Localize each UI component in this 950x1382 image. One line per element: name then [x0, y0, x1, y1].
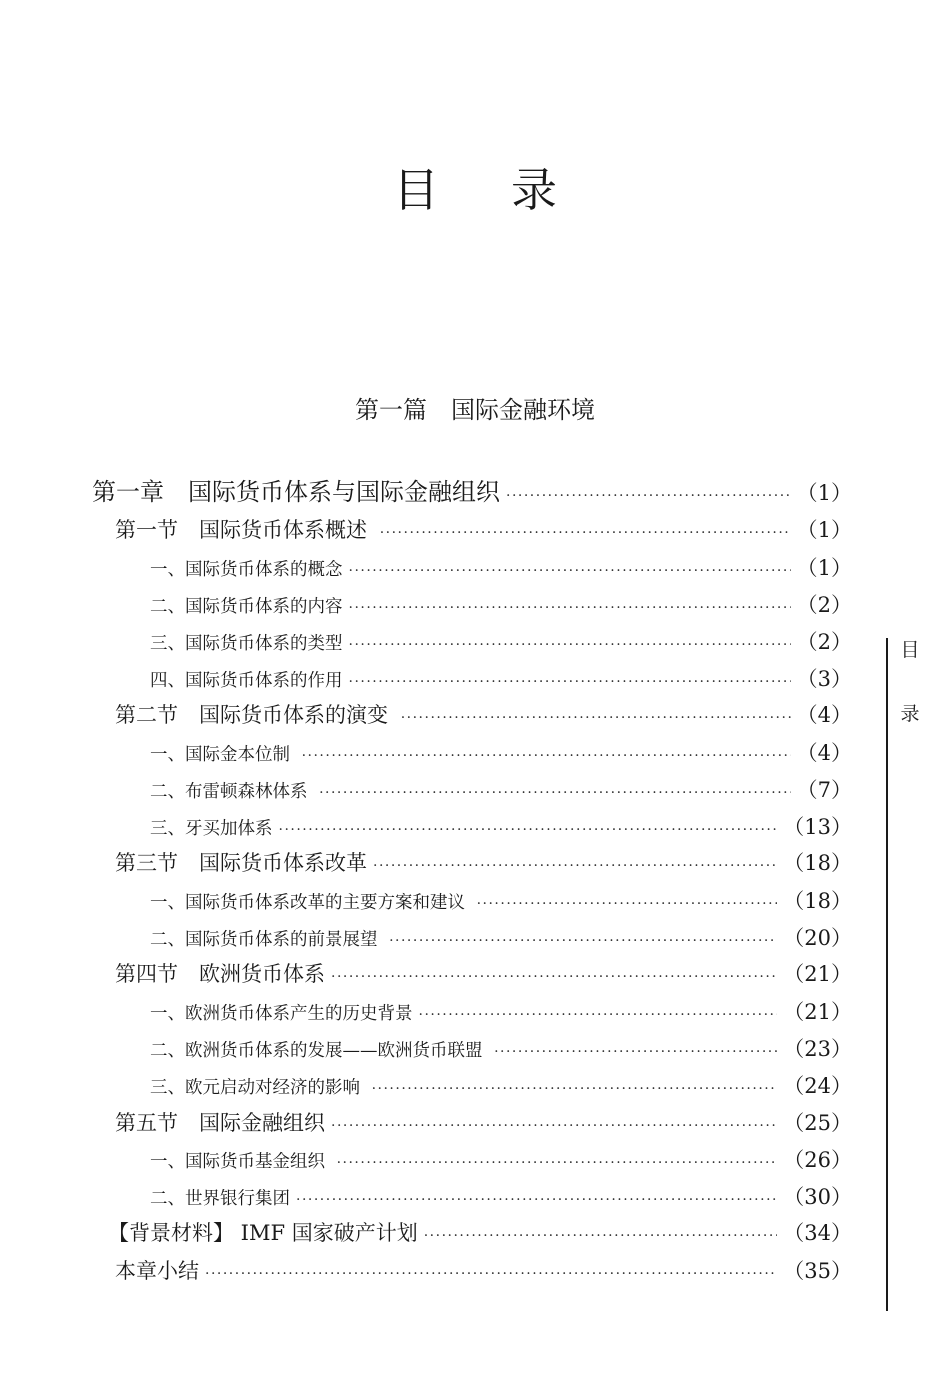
- side-tab-char: 录: [900, 703, 920, 725]
- toc-entry-item[interactable]: [150, 553, 852, 586]
- toc-entry-page: （26）: [783, 1148, 852, 1172]
- dot-leader: [380, 517, 791, 549]
- toc-entry-item[interactable]: [150, 923, 852, 956]
- toc-entry-label: 第二节 国际货币体系的演变: [115, 703, 395, 727]
- dot-leader: [279, 815, 778, 845]
- dot-leader: [349, 667, 791, 697]
- toc-entry-page: （30）: [783, 1185, 852, 1209]
- toc-entry-chapter-summary[interactable]: [115, 1255, 852, 1290]
- toc-entry-label: 二、国际货币体系的前景展望: [150, 930, 384, 950]
- toc-entry-item[interactable]: [150, 812, 852, 845]
- toc-entry-page: （35）: [783, 1259, 852, 1283]
- dot-leader: [349, 630, 791, 660]
- toc-entry-page: （25）: [783, 1111, 852, 1135]
- toc-entry-label: 二、布雷顿森林体系: [150, 782, 314, 802]
- dot-leader: [331, 1110, 777, 1142]
- toc-entry-item[interactable]: [150, 1145, 852, 1178]
- toc-entry-item[interactable]: [150, 627, 852, 660]
- dot-leader: [349, 556, 791, 586]
- toc-entry-item[interactable]: [150, 590, 852, 623]
- dot-leader: [506, 479, 791, 513]
- toc-entry-page: （20）: [783, 926, 852, 950]
- toc-entry-label: 二、欧洲货币体系的发展——欧洲货币联盟: [150, 1041, 489, 1061]
- toc-entry-page: （23）: [783, 1037, 852, 1061]
- toc-entry-label: 第五节 国际金融组织: [115, 1111, 325, 1135]
- toc-entry-label: 二、国际货币体系的内容: [150, 597, 343, 617]
- toc-entry-item[interactable]: [150, 997, 852, 1030]
- toc-entry-page: （3）: [796, 667, 852, 691]
- toc-entry-section[interactable]: [115, 847, 852, 882]
- toc-entry-chapter-1[interactable]: [92, 475, 852, 513]
- toc-entry-page: （2）: [796, 630, 852, 654]
- toc-entry-item[interactable]: [150, 738, 852, 771]
- dot-leader: [424, 1220, 778, 1252]
- dot-leader: [205, 1258, 777, 1290]
- toc-entry-label: 一、国际货币体系的概念: [150, 560, 343, 580]
- dot-leader: [337, 1148, 778, 1178]
- toc-entry-page: （4）: [796, 703, 852, 727]
- toc-entry-label: 四、国际货币体系的作用: [150, 671, 343, 691]
- toc-entry-page: （1）: [796, 481, 852, 505]
- dot-leader: [319, 778, 791, 808]
- toc-entry-item[interactable]: [150, 664, 852, 697]
- toc-entry-page: （1）: [796, 556, 852, 580]
- toc-entry-section[interactable]: [115, 958, 852, 993]
- toc-entry-page: （24）: [783, 1074, 852, 1098]
- toc-entry-background-material[interactable]: [108, 1217, 852, 1252]
- toc-entry-page: （1）: [796, 518, 852, 542]
- side-divider-line: [886, 638, 888, 1311]
- toc-entry-label: 一、国际货币基金组织: [150, 1152, 331, 1172]
- toc-entry-page: （21）: [783, 962, 852, 986]
- toc-entry-item[interactable]: [150, 1182, 852, 1215]
- dot-leader: [331, 961, 777, 993]
- toc-entry-label: 第一章 国际货币体系与国际金融组织: [92, 478, 500, 506]
- dot-leader: [372, 1074, 778, 1104]
- dot-leader: [302, 741, 791, 771]
- toc-entry-item[interactable]: [150, 1071, 852, 1104]
- toc-entry-label: 【背景材料】 IMF 国家破产计划: [108, 1221, 418, 1245]
- dot-leader: [373, 850, 777, 882]
- toc-entry-page: （13）: [783, 815, 852, 839]
- toc-entry-label: 一、国际金本位制: [150, 745, 296, 765]
- toc-entry-label: 第三节 国际货币体系改革: [115, 851, 367, 875]
- toc-entry-label: 二、世界银行集团: [150, 1189, 290, 1209]
- dot-leader: [349, 593, 791, 623]
- toc-entry-page: （21）: [783, 1000, 852, 1024]
- side-tab-char: 目: [900, 639, 920, 661]
- toc-entry-page: （4）: [796, 741, 852, 765]
- toc-entry-label: 三、欧元启动对经济的影响: [150, 1078, 366, 1098]
- dot-leader: [477, 889, 778, 919]
- toc-entry-item[interactable]: [150, 775, 852, 808]
- dot-leader: [296, 1185, 777, 1215]
- toc-entry-label: 第一节 国际货币体系概述: [115, 518, 374, 542]
- toc-entry-page: （18）: [783, 851, 852, 875]
- toc-entry-label: 本章小结: [115, 1259, 199, 1283]
- toc-entry-label: 三、国际货币体系的类型: [150, 634, 343, 654]
- toc-entry-item[interactable]: [150, 886, 852, 919]
- toc-entry-page: （18）: [783, 889, 852, 913]
- dot-leader: [401, 702, 791, 734]
- toc-entry-page: （7）: [796, 778, 852, 802]
- toc-entry-label: 第四节 欧洲货币体系: [115, 962, 325, 986]
- toc-entry-item[interactable]: [150, 1034, 852, 1067]
- toc-entry-label: 一、国际货币体系改革的主要方案和建议: [150, 893, 471, 913]
- toc-entry-section[interactable]: [115, 699, 852, 734]
- toc-entry-label: 一、欧洲货币体系产生的历史背景: [150, 1004, 413, 1024]
- dot-leader: [494, 1037, 777, 1067]
- dot-leader: [419, 1000, 778, 1030]
- page-title: 目录: [393, 163, 629, 217]
- dot-leader: [389, 926, 777, 956]
- toc-entry-label: 三、牙买加体系: [150, 819, 273, 839]
- toc-entry-section[interactable]: [115, 1107, 852, 1142]
- part-title: 第一篇 国际金融环境: [355, 396, 595, 424]
- toc-entry-page: （2）: [796, 593, 852, 617]
- toc-entry-section[interactable]: [115, 514, 852, 549]
- toc-entry-page: （34）: [783, 1221, 852, 1245]
